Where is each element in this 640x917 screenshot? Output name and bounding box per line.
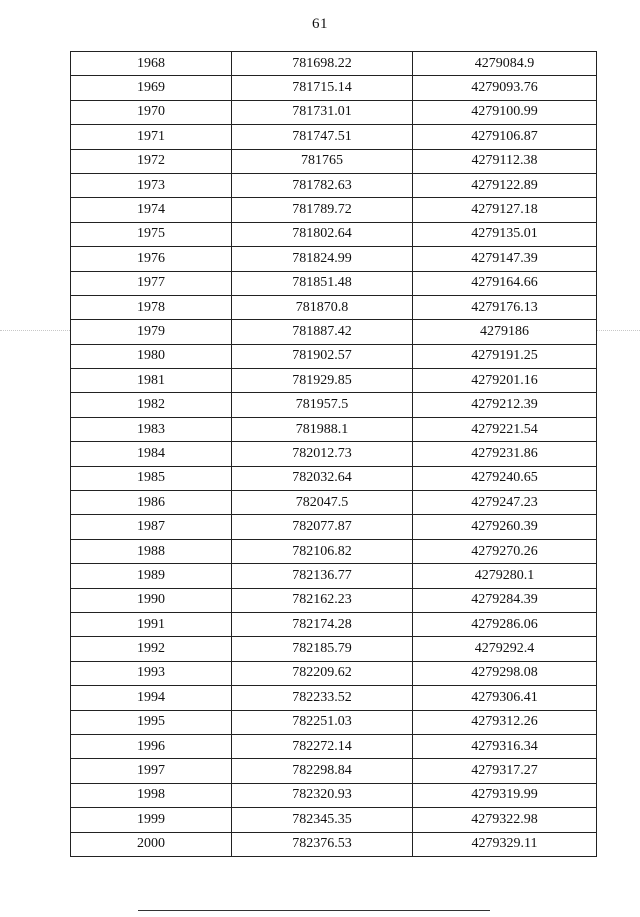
- coordinate-table: [70, 51, 597, 857]
- point-id-cell: 1979: [71, 320, 232, 344]
- table-row: [71, 369, 597, 393]
- table-row: [71, 466, 597, 490]
- point-id-cell: 1973: [71, 173, 232, 197]
- point-id-cell: 1982: [71, 393, 232, 417]
- table-row: [71, 100, 597, 124]
- x-coordinate-cell: 782272.14: [232, 734, 413, 758]
- x-coordinate-cell: 782209.62: [232, 661, 413, 685]
- page-number: 61: [312, 16, 328, 32]
- table-row: [71, 612, 597, 636]
- point-id-cell: 1968: [71, 52, 232, 76]
- x-coordinate-cell: 782185.79: [232, 637, 413, 661]
- table-row: [71, 759, 597, 783]
- y-coordinate-cell: 4279240.65: [413, 466, 597, 490]
- point-id-cell: 1986: [71, 491, 232, 515]
- point-id-cell: 1970: [71, 100, 232, 124]
- y-coordinate-cell: 4279164.66: [413, 271, 597, 295]
- table-row: [71, 710, 597, 734]
- table-row: [71, 491, 597, 515]
- table-row: [71, 271, 597, 295]
- y-coordinate-cell: 4279312.26: [413, 710, 597, 734]
- y-coordinate-cell: 4279191.25: [413, 344, 597, 368]
- y-coordinate-cell: 4279322.98: [413, 808, 597, 832]
- y-coordinate-cell: 4279316.34: [413, 734, 597, 758]
- x-coordinate-cell: 781957.5: [232, 393, 413, 417]
- point-id-cell: 1989: [71, 564, 232, 588]
- y-coordinate-cell: 4279127.18: [413, 198, 597, 222]
- table-row: [71, 125, 597, 149]
- table-row: [71, 149, 597, 173]
- y-coordinate-cell: 4279306.41: [413, 686, 597, 710]
- x-coordinate-cell: 782320.93: [232, 783, 413, 807]
- y-coordinate-cell: 4279176.13: [413, 295, 597, 319]
- point-id-cell: 1998: [71, 783, 232, 807]
- point-id-cell: 1992: [71, 637, 232, 661]
- x-coordinate-cell: 782077.87: [232, 515, 413, 539]
- x-coordinate-cell: 781765: [232, 149, 413, 173]
- table-row: [71, 295, 597, 319]
- x-coordinate-cell: 782376.53: [232, 832, 413, 856]
- table-row: [71, 588, 597, 612]
- table-row: [71, 661, 597, 685]
- point-id-cell: 1995: [71, 710, 232, 734]
- y-coordinate-cell: 4279135.01: [413, 222, 597, 246]
- point-id-cell: 1985: [71, 466, 232, 490]
- table-row: [71, 637, 597, 661]
- point-id-cell: 1977: [71, 271, 232, 295]
- x-coordinate-cell: 782174.28: [232, 612, 413, 636]
- point-id-cell: 1997: [71, 759, 232, 783]
- y-coordinate-cell: 4279317.27: [413, 759, 597, 783]
- y-coordinate-cell: 4279298.08: [413, 661, 597, 685]
- table-row: [71, 564, 597, 588]
- table-row: [71, 76, 597, 100]
- point-id-cell: 1978: [71, 295, 232, 319]
- table-row: [71, 832, 597, 856]
- y-coordinate-cell: 4279231.86: [413, 442, 597, 466]
- table-row: [71, 417, 597, 441]
- x-coordinate-cell: 782032.64: [232, 466, 413, 490]
- x-coordinate-cell: 782047.5: [232, 491, 413, 515]
- table-row: [71, 783, 597, 807]
- point-id-cell: 1981: [71, 369, 232, 393]
- table-row: [71, 539, 597, 563]
- y-coordinate-cell: 4279319.99: [413, 783, 597, 807]
- table-row: [71, 734, 597, 758]
- point-id-cell: 1993: [71, 661, 232, 685]
- table-row: [71, 222, 597, 246]
- y-coordinate-cell: 4279292.4: [413, 637, 597, 661]
- y-coordinate-cell: 4279106.87: [413, 125, 597, 149]
- x-coordinate-cell: 782012.73: [232, 442, 413, 466]
- x-coordinate-cell: 782251.03: [232, 710, 413, 734]
- x-coordinate-cell: 781902.57: [232, 344, 413, 368]
- y-coordinate-cell: 4279093.76: [413, 76, 597, 100]
- y-coordinate-cell: 4279100.99: [413, 100, 597, 124]
- x-coordinate-cell: 782162.23: [232, 588, 413, 612]
- x-coordinate-cell: 781802.64: [232, 222, 413, 246]
- y-coordinate-cell: 4279270.26: [413, 539, 597, 563]
- x-coordinate-cell: 781988.1: [232, 417, 413, 441]
- y-coordinate-cell: 4279147.39: [413, 247, 597, 271]
- x-coordinate-cell: 781698.22: [232, 52, 413, 76]
- scan-artifact-right: [597, 330, 640, 332]
- table-row: [71, 320, 597, 344]
- table-row: [71, 247, 597, 271]
- point-id-cell: 1980: [71, 344, 232, 368]
- table-row: [71, 198, 597, 222]
- footer-rule: [138, 910, 490, 911]
- x-coordinate-cell: 782136.77: [232, 564, 413, 588]
- y-coordinate-cell: 4279186: [413, 320, 597, 344]
- y-coordinate-cell: 4279247.23: [413, 491, 597, 515]
- x-coordinate-cell: 781789.72: [232, 198, 413, 222]
- table-row: [71, 686, 597, 710]
- y-coordinate-cell: 4279201.16: [413, 369, 597, 393]
- y-coordinate-cell: 4279329.11: [413, 832, 597, 856]
- point-id-cell: 1976: [71, 247, 232, 271]
- point-id-cell: 1990: [71, 588, 232, 612]
- x-coordinate-cell: 781824.99: [232, 247, 413, 271]
- table-row: [71, 173, 597, 197]
- x-coordinate-cell: 781715.14: [232, 76, 413, 100]
- y-coordinate-cell: 4279286.06: [413, 612, 597, 636]
- point-id-cell: 1994: [71, 686, 232, 710]
- y-coordinate-cell: 4279112.38: [413, 149, 597, 173]
- point-id-cell: 1975: [71, 222, 232, 246]
- table-row: [71, 344, 597, 368]
- x-coordinate-cell: 781870.8: [232, 295, 413, 319]
- table-row: [71, 515, 597, 539]
- y-coordinate-cell: 4279084.9: [413, 52, 597, 76]
- point-id-cell: 1971: [71, 125, 232, 149]
- x-coordinate-cell: 782233.52: [232, 686, 413, 710]
- x-coordinate-cell: 781851.48: [232, 271, 413, 295]
- coordinate-table-body: [71, 52, 597, 857]
- y-coordinate-cell: 4279260.39: [413, 515, 597, 539]
- table-row: [71, 442, 597, 466]
- point-id-cell: 1972: [71, 149, 232, 173]
- table-row: [71, 808, 597, 832]
- point-id-cell: 1991: [71, 612, 232, 636]
- x-coordinate-cell: 782106.82: [232, 539, 413, 563]
- point-id-cell: 1987: [71, 515, 232, 539]
- point-id-cell: 1999: [71, 808, 232, 832]
- x-coordinate-cell: 781782.63: [232, 173, 413, 197]
- table-row: [71, 393, 597, 417]
- point-id-cell: 1996: [71, 734, 232, 758]
- y-coordinate-cell: 4279280.1: [413, 564, 597, 588]
- x-coordinate-cell: 781929.85: [232, 369, 413, 393]
- y-coordinate-cell: 4279212.39: [413, 393, 597, 417]
- point-id-cell: 1988: [71, 539, 232, 563]
- y-coordinate-cell: 4279122.89: [413, 173, 597, 197]
- y-coordinate-cell: 4279221.54: [413, 417, 597, 441]
- point-id-cell: 1969: [71, 76, 232, 100]
- scan-artifact-left: [0, 330, 70, 332]
- x-coordinate-cell: 782345.35: [232, 808, 413, 832]
- point-id-cell: 2000: [71, 832, 232, 856]
- table-row: [71, 52, 597, 76]
- x-coordinate-cell: 781887.42: [232, 320, 413, 344]
- x-coordinate-cell: 782298.84: [232, 759, 413, 783]
- point-id-cell: 1974: [71, 198, 232, 222]
- x-coordinate-cell: 781731.01: [232, 100, 413, 124]
- point-id-cell: 1983: [71, 417, 232, 441]
- y-coordinate-cell: 4279284.39: [413, 588, 597, 612]
- point-id-cell: 1984: [71, 442, 232, 466]
- x-coordinate-cell: 781747.51: [232, 125, 413, 149]
